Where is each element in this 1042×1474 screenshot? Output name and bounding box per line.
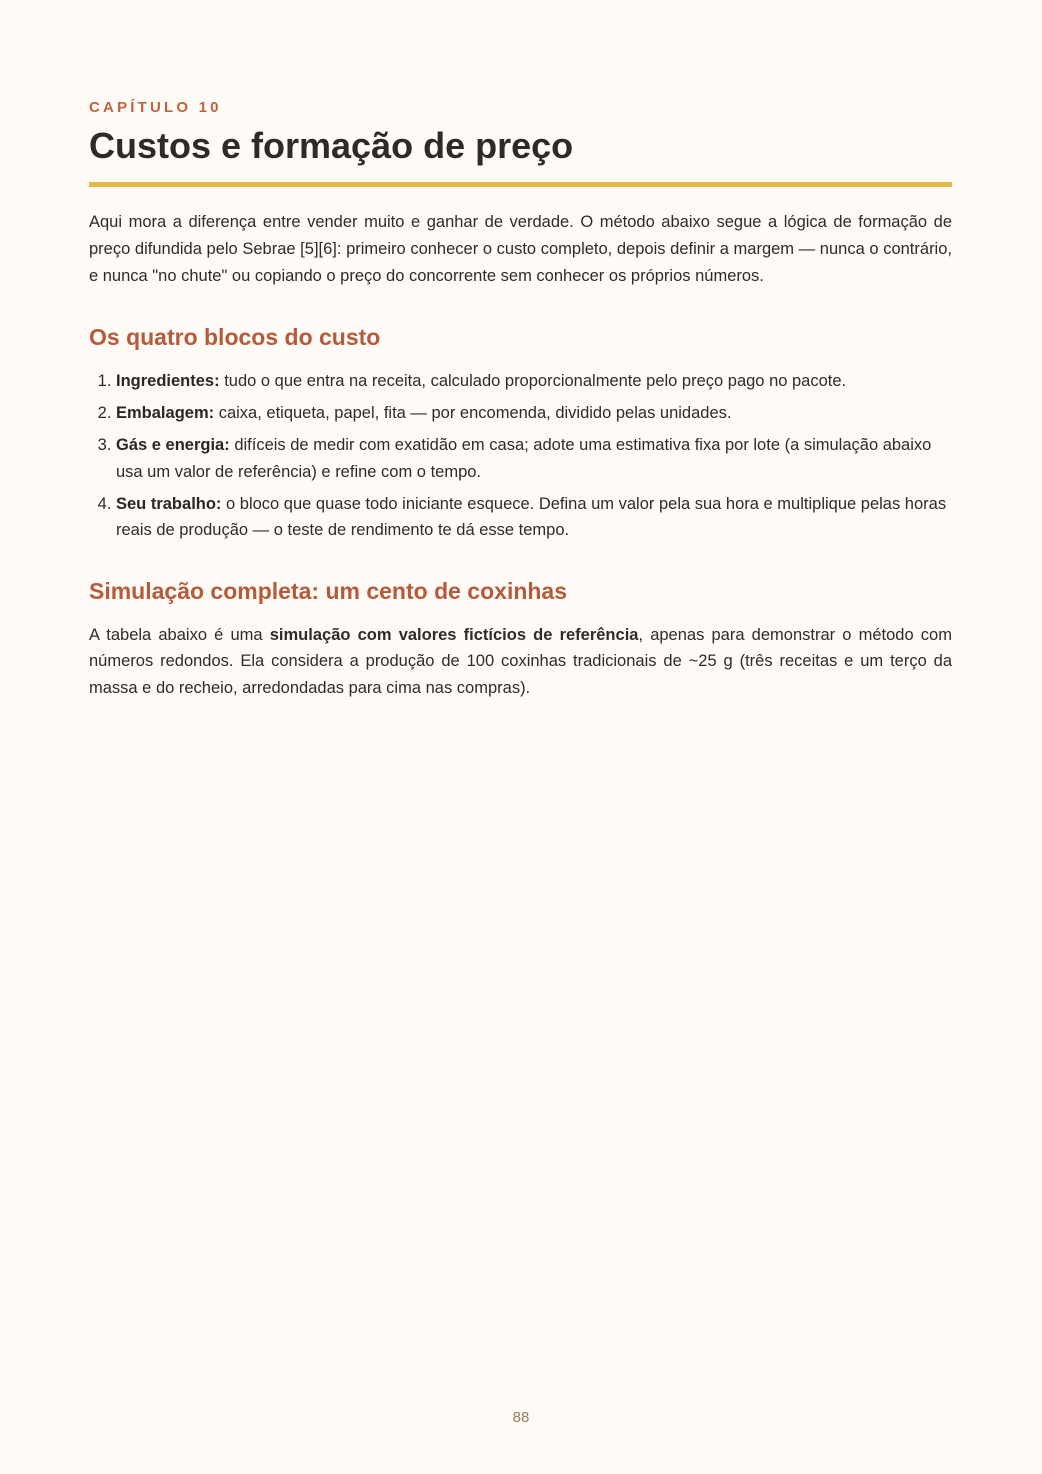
- list-item-term: Gás e energia:: [116, 436, 230, 455]
- list-item-term: Seu trabalho:: [116, 494, 222, 513]
- list-item: [116, 432, 952, 485]
- section-heading-cost-blocks: Os quatro blocos do custo: [89, 324, 381, 351]
- simulation-text-end: , apenas para demonstrar o método com números redondos. Ela considera a produção de 100 coxinhas tradicionais de ~25 g (três receitas e um terço da massa e do recheio, arredondadas para cima nas compras).: [89, 625, 952, 697]
- simulation-text-bold: simulação com valores fictícios de referência: [269, 625, 639, 644]
- simulation-text-start: A tabela abaixo é uma: [89, 625, 270, 644]
- list-item-text: difíceis de medir com exatidão em casa; adote uma estimativa fixa por lote (a simulação abaixo usa um valor de referência) e refine com o tempo.: [116, 436, 932, 481]
- chapter-title: Custos e formação de preço: [89, 125, 574, 166]
- title-divider: [89, 182, 952, 187]
- list-item-text: caixa, etiqueta, papel, fita — por encomenda, dividido pelas unidades.: [214, 404, 732, 423]
- section-heading-simulation: Simulação completa: um cento de coxinhas: [89, 577, 568, 604]
- page-content: [89, 98, 952, 701]
- list-item-text: o bloco que quase todo iniciante esquece. Defina um valor pela sua hora e multiplique pelas horas reais de produção — o teste de rendimento te dá esse tempo.: [116, 494, 947, 540]
- intro-paragraph: Aqui mora a diferença entre vender muito e ganhar de verdade. O método abaixo segue a lógica de formação de preço difundida pelo Sebrae [5][6]: primeiro conhecer o custo completo, depois definir a margem — nunca o contrário, e nunca "no chute" ou copiando o preço do concorrente sem conhecer os próprios números.: [89, 213, 952, 285]
- list-item: [116, 368, 952, 395]
- page-number: 88: [512, 1409, 530, 1426]
- chapter-label: CAPÍTULO 10: [89, 99, 222, 116]
- simulation-paragraph: [89, 622, 952, 702]
- cost-blocks-list: [89, 368, 952, 544]
- list-item: [116, 400, 952, 427]
- list-item: [116, 491, 952, 544]
- list-item-text: tudo o que entra na receita, calculado proporcionalmente pelo preço pago no pacote.: [219, 372, 847, 391]
- list-item-term: Ingredientes:: [116, 372, 220, 391]
- list-item-term: Embalagem:: [116, 404, 215, 423]
